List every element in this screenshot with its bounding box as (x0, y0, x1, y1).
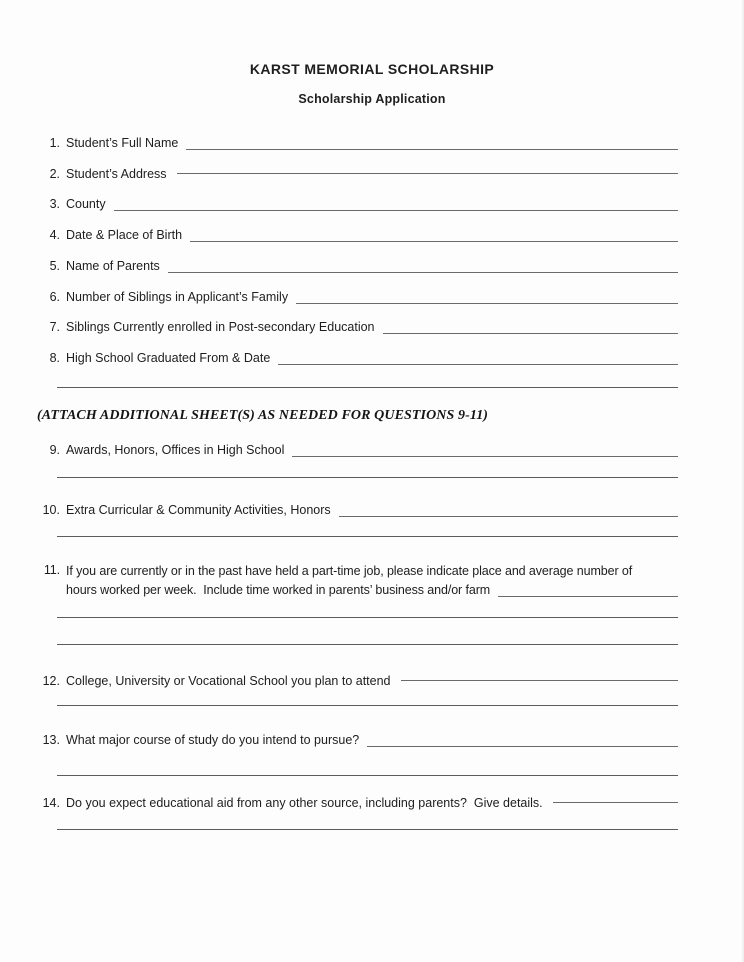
question-12-extra-answer-line[interactable] (57, 705, 678, 706)
question-12-number: 12. (42, 674, 60, 688)
attach-additional-sheets-note: (ATTACH ADDITIONAL SHEET(S) AS NEEDED FOR QUESTIONS 9-11) (37, 408, 489, 423)
question-1 (36, 135, 678, 150)
question-2-number: 2. (49, 167, 60, 181)
question-14 (36, 795, 678, 810)
question-11 (36, 563, 678, 597)
question-6-number: 6. (49, 290, 60, 304)
question-10 (36, 502, 678, 517)
question-13-label: What major course of study do you intend to pursue? (66, 733, 360, 747)
question-12 (36, 673, 678, 688)
question-3-answer-line[interactable] (114, 195, 678, 211)
question-8-number: 8. (49, 351, 60, 365)
question-13-extra-answer-line[interactable] (57, 775, 678, 776)
question-6-label: Number of Siblings in Applicant’s Family (66, 290, 289, 304)
question-8 (36, 350, 678, 365)
question-3-label: County (66, 197, 106, 211)
question-11-extra-answer-line-1[interactable] (57, 617, 678, 618)
question-14-label: Do you expect educational aid from any other source, including parents? Give details. (66, 796, 543, 810)
question-1-number: 1. (49, 136, 60, 150)
form-title: KARST MEMORIAL SCHOLARSHIP (249, 61, 495, 77)
question-12-label: College, University or Vocational School you plan to attend (66, 674, 391, 688)
question-9-number: 9. (49, 443, 60, 457)
question-11-answer-line[interactable] (498, 579, 678, 597)
question-3-number: 3. (49, 197, 60, 211)
question-11-label-line2: hours worked per week. Include time worked in parents’ business and/or farm (66, 583, 491, 597)
question-11-text (66, 563, 678, 597)
question-5 (36, 258, 678, 273)
question-14-extra-answer-line[interactable] (57, 829, 678, 830)
question-1-answer-line[interactable] (186, 134, 678, 150)
question-6-answer-line[interactable] (296, 288, 678, 304)
question-5-number: 5. (49, 259, 60, 273)
question-11-number: 11. (43, 563, 60, 577)
question-9 (36, 442, 678, 457)
question-9-label: Awards, Honors, Offices in High School (66, 443, 285, 457)
question-5-answer-line[interactable] (168, 257, 678, 273)
question-8-extra-answer-line[interactable] (57, 387, 678, 388)
question-13-number: 13. (42, 733, 60, 747)
question-4 (36, 227, 678, 242)
question-9-extra-answer-line[interactable] (57, 477, 678, 478)
question-7-number: 7. (49, 320, 60, 334)
question-4-number: 4. (49, 228, 60, 242)
question-5-label: Name of Parents (66, 259, 160, 273)
question-11-extra-answer-line-2[interactable] (57, 644, 678, 645)
question-10-extra-answer-line[interactable] (57, 536, 678, 537)
question-4-answer-line[interactable] (190, 226, 678, 242)
question-8-answer-line[interactable] (278, 349, 678, 365)
question-14-answer-line[interactable] (553, 802, 678, 803)
question-10-label: Extra Curricular & Community Activities, Honors (66, 503, 331, 517)
question-8-label: High School Graduated From & Date (66, 351, 271, 365)
question-7 (36, 319, 678, 334)
question-10-answer-line[interactable] (339, 501, 678, 517)
question-7-answer-line[interactable] (383, 318, 679, 334)
form-subtitle: Scholarship Application (298, 92, 446, 106)
question-9-answer-line[interactable] (292, 441, 678, 457)
question-1-label: Student’s Full Name (66, 136, 179, 150)
question-2 (36, 166, 678, 181)
question-14-number: 14. (42, 796, 60, 810)
question-2-label: Student’s Address (66, 167, 167, 181)
question-13-answer-line[interactable] (367, 731, 678, 747)
question-6 (36, 289, 678, 304)
question-2-answer-line[interactable] (177, 173, 678, 174)
question-11-label-line1: If you are currently or in the past have held a part-time job, please indicate place and average number of (66, 564, 633, 578)
question-3 (36, 196, 678, 211)
question-13 (36, 732, 678, 747)
question-4-label: Date & Place of Birth (66, 228, 183, 242)
question-10-number: 10. (42, 503, 60, 517)
question-7-label: Siblings Currently enrolled in Post-secondary Education (66, 320, 375, 334)
question-12-answer-line[interactable] (401, 680, 679, 681)
